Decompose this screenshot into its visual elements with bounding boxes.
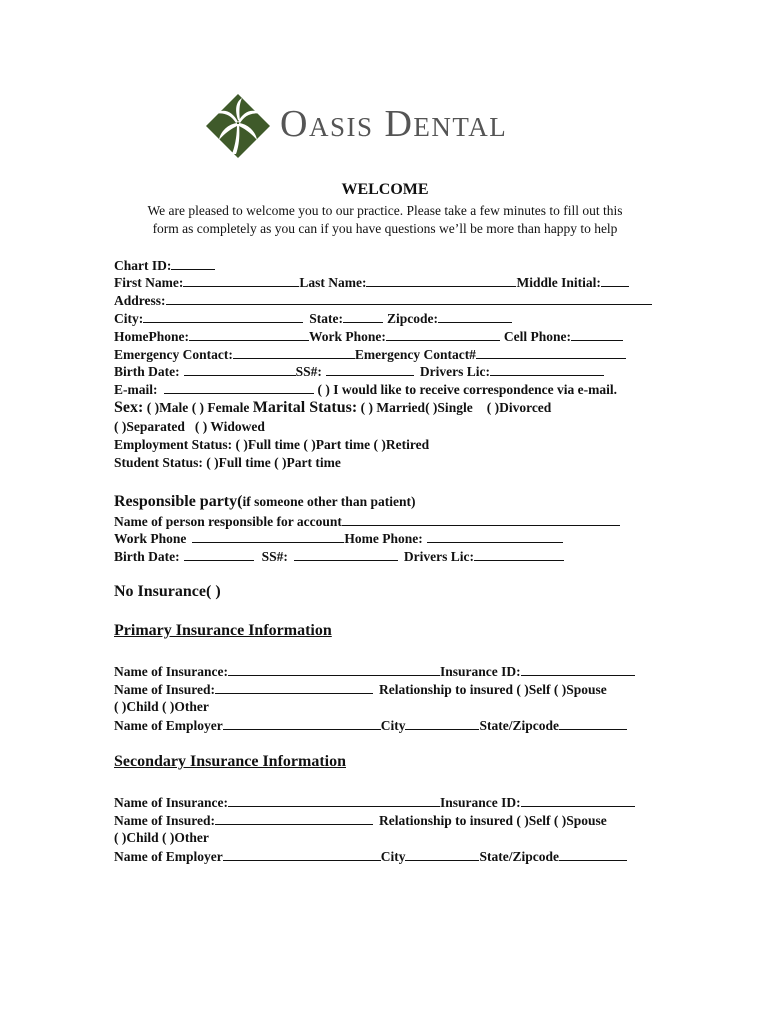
city-field[interactable] <box>143 309 303 323</box>
birth-date-label: Birth Date: <box>114 364 180 379</box>
secondary-employer-field[interactable] <box>223 847 381 861</box>
employment-retired-option[interactable]: ( )Retired <box>373 437 430 452</box>
palm-diamond-logo-icon <box>204 92 272 160</box>
address-row <box>114 291 652 309</box>
birth-row <box>114 362 604 380</box>
primary-child-other-options[interactable]: ( )Child ( )Other <box>114 699 209 714</box>
secondary-city-label: City <box>380 849 406 864</box>
primary-insurance-id-field[interactable] <box>521 662 635 676</box>
primary-state-zip-label: State/Zipcode <box>479 718 559 733</box>
state-field[interactable] <box>343 309 383 323</box>
responsible-work-phone-field[interactable] <box>192 529 344 543</box>
drivers-lic-field[interactable] <box>490 362 604 376</box>
emergency-contact-num-label: Emergency Contact# <box>354 347 476 362</box>
last-name-label: Last Name: <box>299 275 367 290</box>
emergency-contact-label: Emergency Contact: <box>114 347 233 362</box>
employment-status-label: Employment Status: <box>114 437 233 452</box>
emergency-contact-field[interactable] <box>233 345 355 359</box>
phone-row <box>114 327 623 345</box>
marital-status-label: Marital Status: <box>252 399 358 416</box>
oasis-dental-logo <box>204 92 570 160</box>
responsible-party-note: if someone other than patient) <box>242 494 416 509</box>
secondary-insurance-name-row <box>114 793 635 811</box>
male-option[interactable]: ( )Male <box>146 400 189 415</box>
zipcode-label: Zipcode: <box>387 311 439 326</box>
primary-employer-field[interactable] <box>223 716 381 730</box>
sex-label: Sex: <box>114 399 144 416</box>
separated-option[interactable]: ( )Separated <box>114 419 185 434</box>
secondary-state-zip-label: State/Zipcode <box>479 849 559 864</box>
chart-id-label: Chart ID: <box>114 258 172 273</box>
single-option[interactable]: ( )Single <box>425 400 473 415</box>
no-insurance-checkbox[interactable]: No Insurance( ) <box>114 583 221 600</box>
zipcode-field[interactable] <box>438 309 512 323</box>
responsible-drivers-lic-field[interactable] <box>474 547 564 561</box>
responsible-phone-row <box>114 529 563 547</box>
divorced-option[interactable]: ( )Divorced <box>486 400 552 415</box>
ss-label: SS#: <box>295 364 322 379</box>
primary-insurance-name-row <box>114 662 635 680</box>
responsible-name-row <box>114 512 620 530</box>
primary-employer-label: Name of Employer <box>114 718 223 733</box>
married-option[interactable]: ( ) Married <box>360 400 426 415</box>
email-row <box>114 380 617 398</box>
primary-child-row <box>114 698 209 716</box>
city-row <box>114 309 512 327</box>
employment-part-time-option[interactable]: ( )Part time <box>303 437 371 452</box>
primary-insured-field[interactable] <box>215 680 373 694</box>
chart-id-field[interactable] <box>171 256 215 270</box>
city-label: City: <box>114 311 144 326</box>
emergency-contact-num-field[interactable] <box>476 345 626 359</box>
responsible-birth-date-label: Birth Date: <box>114 549 180 564</box>
responsible-work-phone-label: Work Phone <box>114 531 187 546</box>
female-option[interactable]: ( ) Female <box>191 400 250 415</box>
responsible-birth-row <box>114 547 564 565</box>
employment-row <box>114 436 429 454</box>
primary-insured-label: Name of Insured: <box>114 682 215 697</box>
intro-line-1: We are pleased to welcome you to our practice. Please take a few minutes to fill out this <box>147 203 623 218</box>
sex-marital-row <box>114 399 551 417</box>
email-optin-checkbox[interactable]: ( ) I would like to receive correspondence via e-mail. <box>317 382 617 397</box>
state-label: State: <box>309 311 343 326</box>
welcome-title: WELCOME <box>341 181 429 198</box>
work-phone-label: Work Phone: <box>309 329 386 344</box>
widowed-option[interactable]: ( ) Widowed <box>194 419 265 434</box>
secondary-employer-label: Name of Employer <box>114 849 223 864</box>
secondary-insurance-name-field[interactable] <box>228 793 440 807</box>
secondary-insurance-name-label: Name of Insurance: <box>114 795 228 810</box>
primary-employer-row <box>114 716 627 734</box>
intro-line-2: form as completely as you can if you have questions we’ll be more than happy to help <box>152 221 618 236</box>
cell-phone-label: Cell Phone: <box>503 329 572 344</box>
secondary-insurance-heading: Secondary Insurance Information <box>114 753 347 770</box>
responsible-home-phone-label: Home Phone: <box>344 531 423 546</box>
secondary-city-field[interactable] <box>405 847 479 861</box>
secondary-state-zip-field[interactable] <box>559 847 627 861</box>
name-row <box>114 273 629 291</box>
responsible-ss-label: SS#: <box>261 549 288 564</box>
student-full-time-option[interactable]: ( )Full time <box>206 455 271 470</box>
separated-row <box>114 418 265 436</box>
email-label: E-mail: <box>114 382 158 397</box>
middle-initial-label: Middle Initial: <box>516 275 601 290</box>
secondary-insured-field[interactable] <box>215 811 373 825</box>
secondary-relationship-options[interactable]: Relationship to insured ( )Self ( )Spouse <box>379 813 607 828</box>
email-field[interactable] <box>164 380 314 394</box>
secondary-insured-label: Name of Insured: <box>114 813 215 828</box>
student-part-time-option[interactable]: ( )Part time <box>274 455 341 470</box>
responsible-party-title: Responsible party( <box>114 493 243 510</box>
primary-insurance-heading: Primary Insurance Information <box>114 622 332 639</box>
secondary-insured-row <box>114 811 607 829</box>
ss-field[interactable] <box>326 362 414 376</box>
secondary-employer-row <box>114 847 627 865</box>
home-phone-label: HomePhone: <box>114 329 189 344</box>
emergency-row <box>114 345 626 363</box>
primary-insurance-id-label: Insurance ID: <box>440 664 521 679</box>
responsible-ss-field[interactable] <box>294 547 398 561</box>
chart-id-row <box>114 256 215 274</box>
primary-insurance-name-label: Name of Insurance: <box>114 664 228 679</box>
birth-date-field[interactable] <box>184 362 296 376</box>
middle-initial-field[interactable] <box>601 273 629 287</box>
drivers-lic-label: Drivers Lic: <box>419 364 490 379</box>
responsible-party-heading <box>114 492 415 512</box>
primary-insurance-name-field[interactable] <box>228 662 440 676</box>
student-status-label: Student Status: <box>114 455 203 470</box>
responsible-birth-date-field[interactable] <box>184 547 254 561</box>
responsible-drivers-lic-label: Drivers Lic: <box>403 549 474 564</box>
employment-full-time-option[interactable]: ( )Full time <box>235 437 300 452</box>
primary-city-field[interactable] <box>405 716 479 730</box>
primary-state-zip-field[interactable] <box>559 716 627 730</box>
secondary-insurance-id-field[interactable] <box>521 793 635 807</box>
responsible-name-field[interactable] <box>342 512 620 526</box>
first-name-field[interactable] <box>183 273 299 287</box>
secondary-child-other-options[interactable]: ( )Child ( )Other <box>114 830 209 845</box>
logo-wordmark: Oasis Dental <box>280 103 508 145</box>
primary-insured-row <box>114 680 607 698</box>
primary-relationship-options[interactable]: Relationship to insured ( )Self ( )Spouse <box>379 682 607 697</box>
last-name-field[interactable] <box>366 273 516 287</box>
primary-city-label: City <box>380 718 406 733</box>
intro-text <box>110 202 660 238</box>
address-field[interactable] <box>166 291 652 305</box>
home-phone-field[interactable] <box>189 327 309 341</box>
responsible-home-phone-field[interactable] <box>427 529 563 543</box>
responsible-name-label: Name of person responsible for account <box>114 514 342 529</box>
first-name-label: First Name: <box>114 275 184 290</box>
work-phone-field[interactable] <box>386 327 500 341</box>
secondary-child-row <box>114 829 209 847</box>
cell-phone-field[interactable] <box>571 327 623 341</box>
student-row <box>114 454 341 472</box>
secondary-insurance-id-label: Insurance ID: <box>440 795 521 810</box>
address-label: Address: <box>114 293 166 308</box>
